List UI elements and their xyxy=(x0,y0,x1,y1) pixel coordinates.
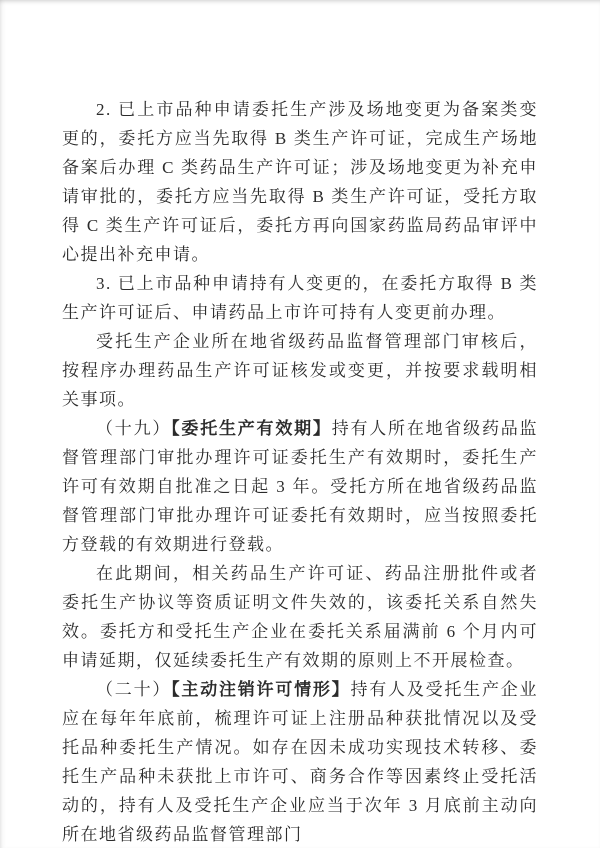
document-body xyxy=(62,95,538,848)
paragraph-heading-label: 【主动注销许可情形】 xyxy=(171,680,351,699)
paragraph xyxy=(62,414,538,559)
paragraph-text: 3. 已上市品种申请持有人变更的，在委托方取得 B 类生产许可证后、申请药品上市许可持有人变更前办理。 xyxy=(62,274,538,322)
paragraph-text: 持有人及受托生产企业应在每年年底前，梳理许可证上注册品种获批情况以及受托品种委托生产情况。如存在因未成功实现技术转移、委托生产品种未获批上市许可、商务合作等因素终止受托活动的，持有人及受托生产企业应当于次年 3 月底前主动向所在地省级药品监督管理部门 xyxy=(62,680,538,844)
paragraph-text: 受托生产企业所在地省级药品监督管理部门审核后，按程序办理药品生产许可证核发或变更，并按要求载明相关事项。 xyxy=(62,332,538,409)
paragraph xyxy=(62,269,538,327)
paragraph-heading-label: 【委托生产有效期】 xyxy=(171,419,332,438)
paragraph-text: （十九） xyxy=(96,419,172,438)
paragraph xyxy=(62,327,538,414)
paragraph xyxy=(62,675,538,848)
paragraph-text: （二十） xyxy=(96,680,172,699)
paragraph-text: 在此期间，相关药品生产许可证、药品注册批件或者委托生产协议等资质证明文件失效的，该委托关系自然失效。委托方和受托生产企业在委托关系届满前 6 个月内可申请延期，仅延续委托生产有效期的原则上不开展检查。 xyxy=(62,564,538,670)
paragraph xyxy=(62,559,538,675)
paragraph-text: 2. 已上市品种申请委托生产涉及场地变更为备案类变更的，委托方应当先取得 B 类生产许可证，完成生产场地备案后办理 C 类药品生产许可证；涉及场地变更为补充申请审批的，委托方应当先取得 B 类生产许可证，受托方取得 C 类生产许可证后，委托方再向国家药监局药品审评中心提出补充申请。 xyxy=(62,100,538,264)
paragraph xyxy=(62,95,538,269)
paragraph-text: 持有人所在地省级药品监督管理部门审批办理许可证委托生产有效期时，委托生产许可有效期自批准之日起 3 年。受托方所在地省级药品监督管理部门审批办理许可证委托有效期时，应当按照委托方登载的有效期进行登载。 xyxy=(62,419,538,554)
